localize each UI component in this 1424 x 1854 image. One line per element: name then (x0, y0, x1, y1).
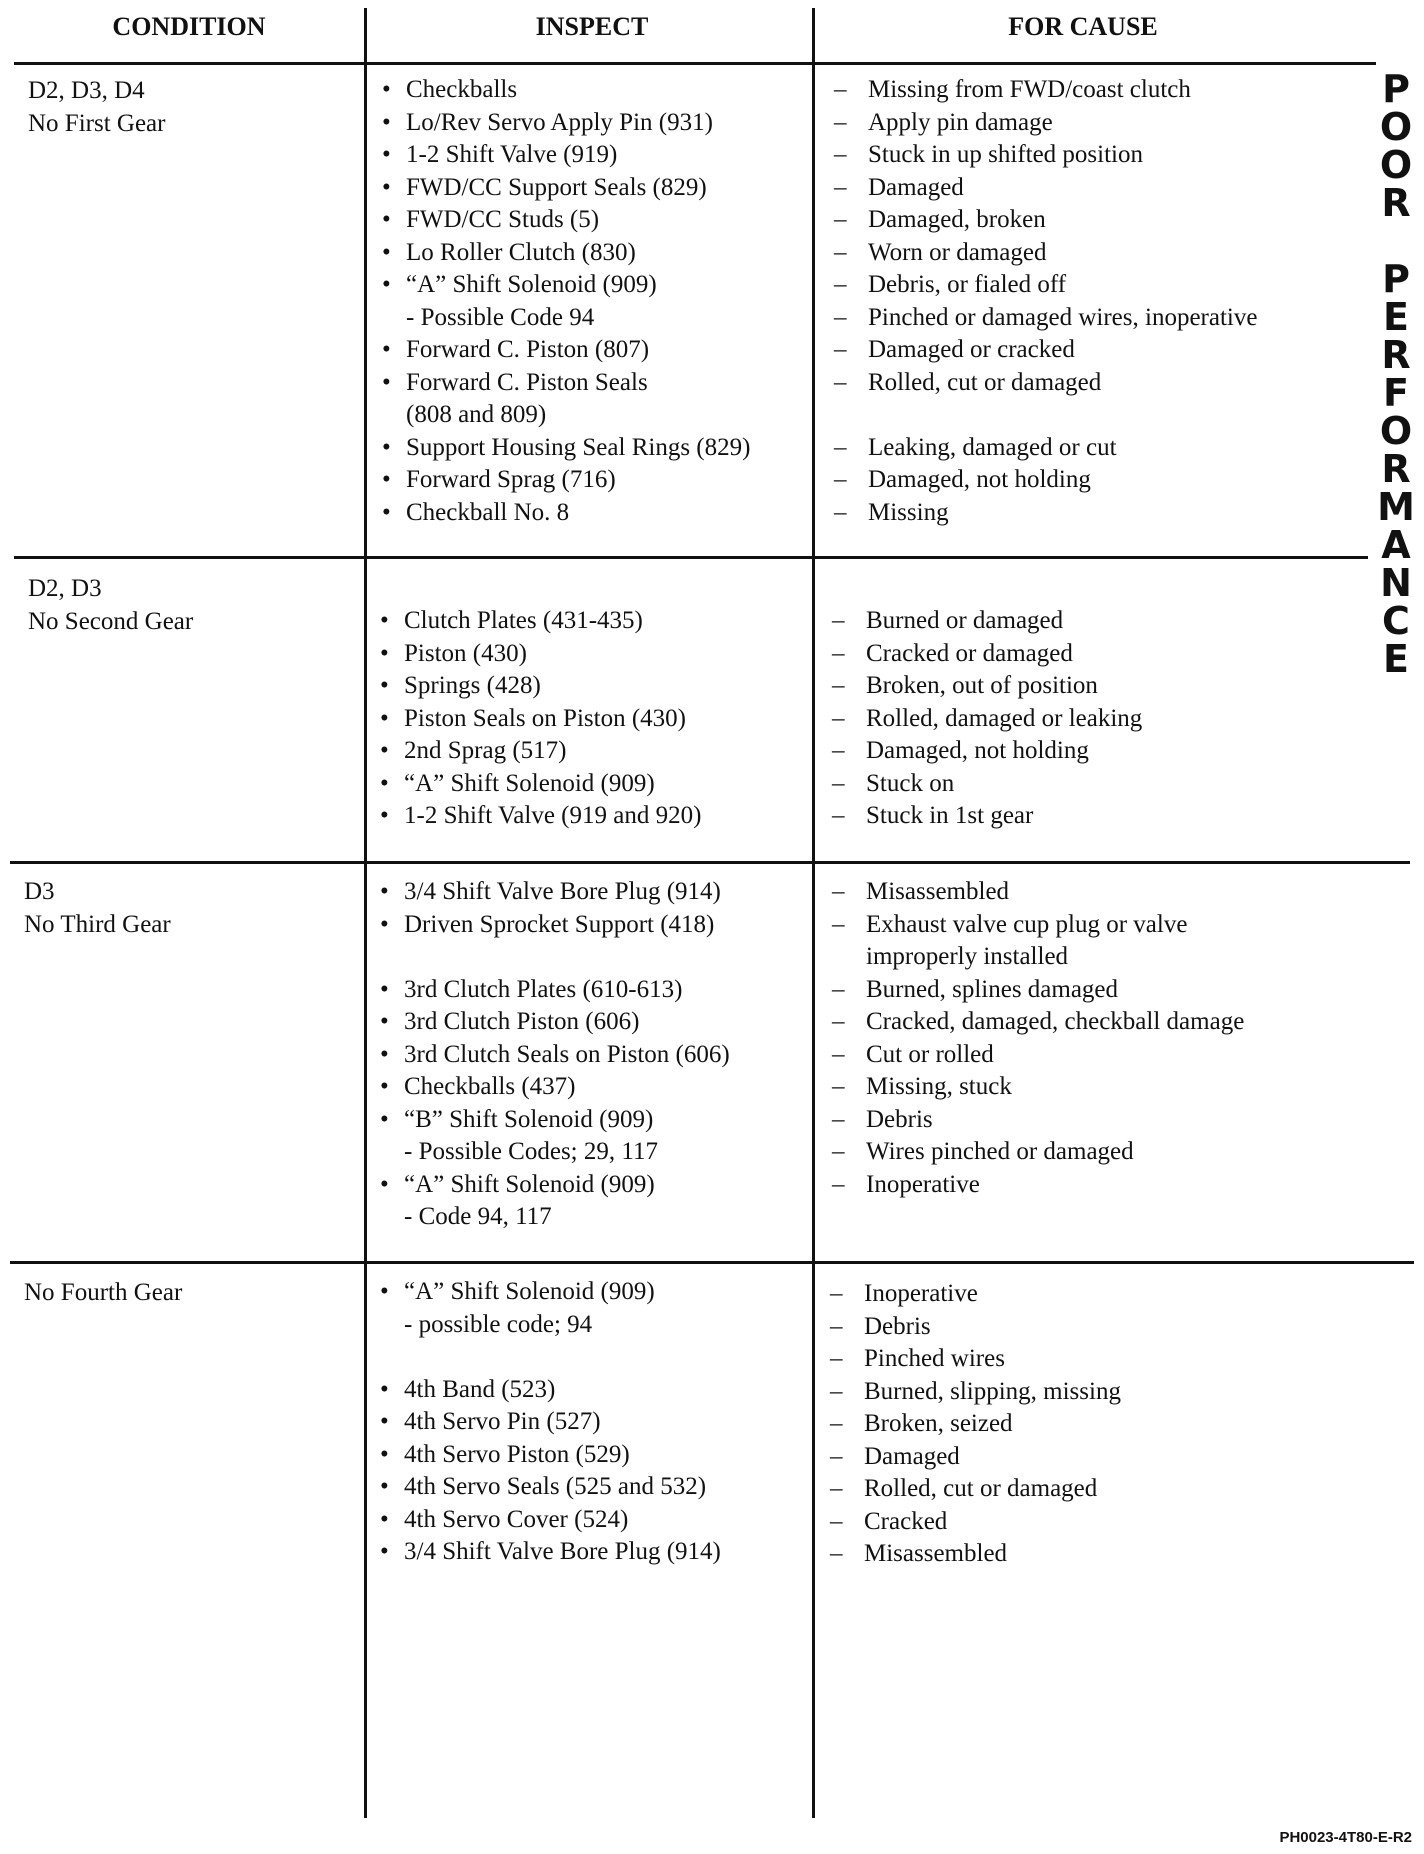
list-item: – Inoperative (830, 1169, 1244, 1202)
list-item: – Debris (828, 1311, 1121, 1344)
inspect-list (378, 605, 701, 833)
list-item: – Stuck on (830, 768, 1142, 801)
list-item: • FWD/CC Studs (5) (380, 204, 750, 237)
column-divider-2 (812, 8, 815, 1818)
list-item: • Forward C. Piston Seals (380, 367, 750, 400)
side-label-letter: O (1379, 105, 1413, 149)
list-item: • FWD/CC Support Seals (829) (380, 172, 750, 205)
side-label-letter: M (1377, 485, 1415, 529)
list-item: – Leaking, damaged or cut (832, 432, 1257, 465)
header-inspect: INSPECT (535, 12, 649, 41)
list-item: – Damaged (828, 1441, 1121, 1474)
list-item: • 3rd Clutch Seals on Piston (606) (378, 1039, 730, 1072)
cause-list (832, 74, 1257, 529)
side-label-letter: A (1381, 523, 1411, 567)
inspect-list (378, 876, 730, 1234)
side-label-letter: R (1381, 181, 1411, 225)
list-item: – Missing (832, 497, 1257, 530)
list-item: • 4th Servo Seals (525 and 532) (378, 1471, 721, 1504)
header-rule (14, 62, 1376, 65)
side-label-letter: O (1379, 143, 1413, 187)
list-item: – Stuck in 1st gear (830, 800, 1142, 833)
list-spacer (832, 399, 1257, 432)
side-label-letter: O (1379, 409, 1413, 453)
list-item: • Lo/Rev Servo Apply Pin (931) (380, 107, 750, 140)
list-item: – Cracked (828, 1506, 1121, 1539)
list-subnote: - possible code; 94 (404, 1310, 593, 1338)
condition-cell (28, 572, 193, 638)
list-item: • 3rd Clutch Plates (610-613) (378, 974, 730, 1007)
list-item: – Pinched or damaged wires, inoperative (832, 302, 1257, 335)
list-item: – Misassembled (828, 1538, 1121, 1571)
list-item: – Damaged (832, 172, 1257, 205)
list-item: – Rolled, cut or damaged (828, 1473, 1121, 1506)
list-item: • Piston (430) (378, 638, 701, 671)
list-item: – Cut or rolled (830, 1039, 1244, 1072)
side-label-poor-performance (1376, 67, 1416, 681)
side-label-letter: E (1383, 637, 1409, 681)
side-label-letter: F (1383, 371, 1409, 415)
list-item: • 4th Servo Cover (524) (378, 1504, 721, 1537)
side-label-letter: R (1381, 333, 1411, 377)
list-item: – Apply pin damage (832, 107, 1257, 140)
list-item: • “B” Shift Solenoid (909) (378, 1104, 730, 1137)
inspect-list (380, 74, 750, 529)
list-item: • Forward C. Piston (807) (380, 334, 750, 367)
cause-list (830, 605, 1142, 833)
figure-code: PH0023-4T80-E-R2 (1279, 1829, 1412, 1846)
list-item: • Springs (428) (378, 670, 701, 703)
list-item: • 1-2 Shift Valve (919) (380, 139, 750, 172)
list-subnote: - Code 94, 117 (404, 1203, 552, 1230)
list-item: – Rolled, cut or damaged (832, 367, 1257, 400)
list-subnote: - Possible Code 94 (406, 303, 595, 331)
column-divider-1 (364, 8, 367, 1818)
list-item: – Exhaust valve cup plug or valve (830, 909, 1244, 942)
condition-line: D2, D3, D4 (28, 77, 145, 104)
list-item: – Pinched wires (828, 1343, 1121, 1376)
list-item: • Support Housing Seal Rings (829) (380, 432, 750, 465)
row-divider-2 (10, 861, 1410, 864)
list-item: • Piston Seals on Piston (430) (378, 703, 701, 736)
condition-line: D3 (24, 878, 55, 905)
side-label-letter: C (1382, 599, 1410, 643)
side-label-letter (1376, 222, 1416, 260)
list-item: • 2nd Sprag (517) (378, 735, 701, 768)
list-item: • 3/4 Shift Valve Bore Plug (914) (378, 876, 730, 909)
list-continuation: improperly installed (866, 943, 1069, 970)
condition-cell (24, 1276, 182, 1309)
list-item: • “A” Shift Solenoid (909) (380, 269, 750, 302)
list-item: • 3/4 Shift Valve Bore Plug (914) (378, 1536, 721, 1569)
list-item: – Burned, slipping, missing (828, 1376, 1121, 1409)
list-subnote: - Possible Codes; 29, 117 (404, 1138, 658, 1165)
row-divider-3 (10, 1261, 1414, 1264)
header-condition: CONDITION (112, 12, 266, 41)
list-spacer (378, 1341, 721, 1374)
list-item: – Damaged, not holding (832, 464, 1257, 497)
condition-cell (24, 875, 171, 941)
condition-line: No First Gear (28, 110, 166, 137)
condition-line: No Third Gear (24, 911, 171, 938)
list-item: • Clutch Plates (431-435) (378, 605, 701, 638)
list-item: • Checkballs (380, 74, 750, 107)
condition-line: No Fourth Gear (24, 1279, 183, 1306)
side-label-letter: E (1383, 295, 1409, 339)
list-item: • “A” Shift Solenoid (909) (378, 1276, 721, 1309)
list-item: • Forward Sprag (716) (380, 464, 750, 497)
condition-cell (28, 74, 165, 140)
condition-line: No Second Gear (28, 608, 194, 635)
list-item: – Debris (830, 1104, 1244, 1137)
list-item: – Damaged, not holding (830, 735, 1142, 768)
list-item: – Damaged or cracked (832, 334, 1257, 367)
list-item: – Missing, stuck (830, 1071, 1244, 1104)
list-item: – Broken, out of position (830, 670, 1142, 703)
list-item: – Rolled, damaged or leaking (830, 703, 1142, 736)
header-for-cause: FOR CAUSE (1008, 12, 1158, 41)
list-item: • Checkball No. 8 (380, 497, 750, 530)
list-item: • 4th Servo Piston (529) (378, 1439, 721, 1472)
list-item: – Burned or damaged (830, 605, 1142, 638)
list-item: – Broken, seized (828, 1408, 1121, 1441)
list-item: – Cracked, damaged, checkball damage (830, 1006, 1244, 1039)
list-item: • 4th Band (523) (378, 1374, 721, 1407)
list-item: – Inoperative (828, 1278, 1121, 1311)
list-item: • Checkballs (437) (378, 1071, 730, 1104)
list-item: – Damaged, broken (832, 204, 1257, 237)
inspect-list (378, 1276, 721, 1569)
side-label-letter: N (1380, 561, 1412, 605)
list-spacer (378, 941, 730, 974)
list-item: – Cracked or damaged (830, 638, 1142, 671)
cause-list (830, 876, 1244, 1201)
side-label-letter: R (1381, 447, 1411, 491)
list-subnote: (808 and 809) (406, 401, 547, 428)
cause-list (828, 1278, 1121, 1571)
list-item: – Misassembled (830, 876, 1244, 909)
list-item: – Wires pinched or damaged (830, 1136, 1244, 1169)
list-item: – Stuck in up shifted position (832, 139, 1257, 172)
list-item: • Lo Roller Clutch (830) (380, 237, 750, 270)
list-item: – Worn or damaged (832, 237, 1257, 270)
list-item: – Debris, or fialed off (832, 269, 1257, 302)
list-item: • 4th Servo Pin (527) (378, 1406, 721, 1439)
list-item: • “A” Shift Solenoid (909) (378, 1169, 730, 1202)
condition-line: D2, D3 (28, 575, 102, 602)
side-label-letter: P (1382, 257, 1410, 301)
list-item: • Driven Sprocket Support (418) (378, 909, 730, 942)
list-item: • “A” Shift Solenoid (909) (378, 768, 701, 801)
list-item: • 3rd Clutch Piston (606) (378, 1006, 730, 1039)
side-label-letter: P (1382, 67, 1410, 111)
row-divider-1 (14, 556, 1368, 559)
list-item: – Missing from FWD/coast clutch (832, 74, 1257, 107)
list-item: • 1-2 Shift Valve (919 and 920) (378, 800, 701, 833)
list-item: – Burned, splines damaged (830, 974, 1244, 1007)
